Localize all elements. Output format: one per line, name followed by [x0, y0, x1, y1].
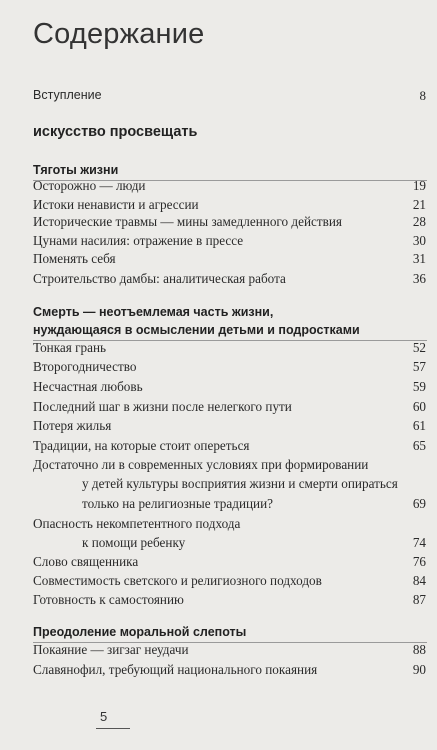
toc-entry-page: 84	[412, 573, 426, 588]
toc-entry-page: 59	[412, 379, 426, 394]
toc-entry-multiline-last	[33, 533, 437, 553]
toc-entry-page: 60	[412, 399, 426, 414]
part-heading: Тяготы жизни	[33, 163, 119, 177]
part-heading-line: нуждающаяся в осмыслении детьми и подростками	[33, 323, 360, 337]
toc-entry-page: 30	[412, 233, 426, 248]
toc-entry	[33, 397, 437, 417]
toc-entry-page: 61	[412, 418, 426, 433]
toc-entry	[33, 377, 437, 397]
toc-entry-multiline-last	[33, 494, 437, 514]
toc-entry	[33, 269, 437, 289]
toc-entry-label: Готовность к самостоянию	[33, 592, 184, 607]
toc-entry-page: 76	[412, 554, 426, 569]
toc-entry-label: Совместимость светского и религиозного подходов	[33, 573, 322, 588]
part-heading: Преодоление моральной слепоты	[33, 625, 247, 639]
toc-entry-continuation: только на религиозные традиции?	[82, 496, 274, 511]
toc-entry-multiline-line	[33, 455, 437, 475]
toc-entry-page: 36	[412, 271, 426, 286]
page-number: 5	[100, 709, 108, 724]
page-number-underline	[96, 728, 130, 729]
toc-entry-label: Последний шаг в жизни после нелегкого пути	[33, 399, 292, 414]
toc-entry	[33, 338, 437, 358]
toc-entry-label: Исторические травмы — мины замедленного действия	[33, 214, 342, 229]
toc-entry-page: 8	[419, 88, 426, 103]
toc-entry-intro	[33, 88, 437, 108]
toc-entry-label: Истоки ненависти и агрессии	[33, 197, 199, 212]
toc-entry-label: Несчастная любовь	[33, 379, 143, 394]
toc-entry-multiline-line	[33, 514, 437, 534]
part-heading-line: Смерть — неотъемлемая часть жизни,	[33, 305, 274, 319]
toc-entry-label: Опасность некомпетентного подхода	[33, 516, 241, 531]
toc-entry-label: Потеря жилья	[33, 418, 112, 433]
toc-entry-label: Традиции, на которые стоит опереться	[33, 438, 250, 453]
toc-entry	[33, 590, 437, 610]
toc-entry	[33, 552, 437, 572]
toc-entry	[33, 640, 437, 660]
toc-entry-label: Вступление	[33, 88, 102, 102]
toc-entry-page: 65	[412, 438, 426, 453]
toc-entry-label: Строительство дамбы: аналитическая работа	[33, 271, 286, 286]
toc-entry-label: Второгодничество	[33, 359, 137, 374]
toc-entry-page: 19	[412, 178, 426, 193]
toc-entry	[33, 176, 437, 196]
toc-entry-page: 21	[412, 197, 426, 212]
section-heading: искусство просвещать	[33, 124, 198, 140]
page-title: Содержание	[33, 18, 205, 50]
toc-entry-page: 90	[412, 662, 426, 677]
toc-entry-page: 69	[412, 496, 426, 511]
toc-entry-page: 87	[412, 592, 426, 607]
toc-entry-label: Слово священника	[33, 554, 139, 569]
toc-entry-page: 31	[412, 251, 426, 266]
toc-entry-page: 88	[412, 642, 426, 657]
toc-entry-page: 57	[412, 359, 426, 374]
toc-entry-page: 74	[412, 535, 426, 550]
toc-entry-label: Цунами насилия: отражение в прессе	[33, 233, 244, 248]
toc-entry-continuation: к помощи ребенку	[82, 535, 186, 550]
toc-entry-label: Славянофил, требующий национального покаяния	[33, 662, 318, 677]
toc-entry	[33, 212, 437, 232]
toc-entry-page: 28	[412, 214, 426, 229]
toc-entry	[33, 231, 437, 251]
toc-entry-label: Достаточно ли в современных условиях при формировании	[33, 457, 369, 472]
toc-entry	[33, 571, 437, 591]
toc-entry-continuation: у детей культуры восприятия жизни и смерти опираться	[82, 476, 398, 491]
toc-entry	[33, 357, 437, 377]
toc-entry	[33, 249, 437, 269]
toc-entry	[33, 436, 437, 456]
toc-entry-label: Тонкая грань	[33, 340, 107, 355]
toc-entry	[33, 660, 437, 680]
toc-entry-page: 52	[412, 340, 426, 355]
toc-entry-label: Поменять себя	[33, 251, 116, 266]
toc-entry	[33, 416, 437, 436]
toc-entry-label: Покаяние — зигзаг неудачи	[33, 642, 189, 657]
toc-entry-label: Осторожно — люди	[33, 178, 146, 193]
